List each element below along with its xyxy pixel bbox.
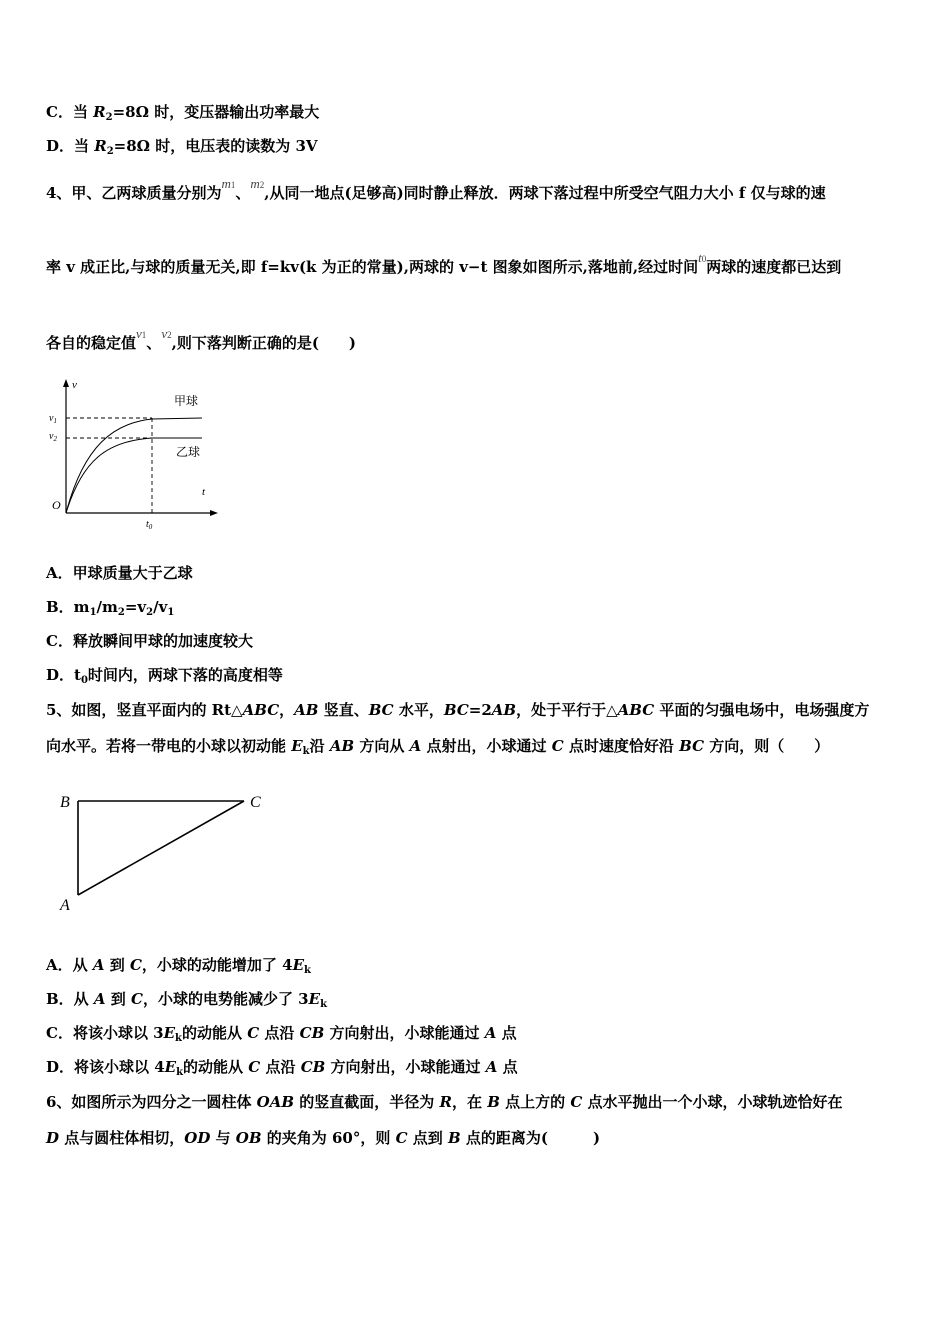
q3-option-c: C．当 $R_2=8\Omega$ 时，变压器输出功率最大 <box>46 103 320 123</box>
vertex-c-label: C <box>250 794 261 811</box>
q5-stem-line2: 向水平。若将一带电的小球以初动能 $E_k$沿 AB 方向从 A 点射出，小球通过 C 点时速度恰好沿 BC 方向，则（ ） <box>46 737 830 757</box>
q4-stem-line2: 率 v 成正比,与球的质量无关,即 f=kv(k 为正的常量),两球的 v−t 图象如图所示,落地前,经过时间t0两球的速度都已达到 <box>46 250 842 276</box>
y-axis-label: v <box>72 379 77 391</box>
y-axis-arrow <box>63 379 69 387</box>
v1-label: $v_1$ <box>49 413 57 425</box>
vertex-a-label: A <box>60 897 70 914</box>
curve-yi-label: 乙球 <box>176 445 201 459</box>
q5-option-b: B．从 A 到 C，小球的电势能减少了 $3E_k$ <box>46 990 327 1010</box>
q5-triangle-figure <box>52 785 277 920</box>
q6-stem-line1: 6、如图所示为四分之一圆柱体 OAB 的竖直截面，半径为 R，在 B 点上方的 C 点水平抛出一个小球，小球轨迹恰好在 <box>46 1093 843 1111</box>
q5-option-a: A．从 A 到 C，小球的动能增加了 $4E_k$ <box>46 956 311 976</box>
q3-option-d: D．当 $R_2=8\Omega$ 时，电压表的读数为 3V <box>46 137 318 157</box>
q4-option-a: A．甲球质量大于乙球 <box>46 564 193 582</box>
origin-label: O <box>52 498 61 512</box>
q4-option-c: C．释放瞬间甲球的加速度较大 <box>46 632 253 650</box>
q5-option-d: D．将该小球以 $4E_k$的动能从 C 点沿 CB 方向射出，小球能通过 A 点 <box>46 1058 518 1078</box>
q4-vt-graph <box>44 375 224 535</box>
q6-stem-line2: D 点与圆柱体相切，OD 与 OB 的夹角为 60°，则 C 点到 B 点的距离为( ) <box>46 1129 601 1147</box>
q4-option-b: B．$m_1/m_2=v_2/v_1$ <box>46 598 175 618</box>
curve-jia-label: 甲球 <box>174 394 199 408</box>
side-ac <box>78 801 244 895</box>
vertex-b-label: B <box>60 794 70 811</box>
q5-stem-line1: 5、如图，竖直平面内的 Rt△ABC，AB 竖直、BC 水平，BC=2AB，处于平行于△ABC 平面的匀强电场中，电场强度方 <box>46 701 870 719</box>
t0-label: $t_0$ <box>146 519 153 531</box>
q4-stem-line1: 4、甲、乙两球质量分别为m1、m2,从同一地点(足够高)同时静止释放．两球下落过程中所受空气阻力大小 f 仅与球的速 <box>46 176 826 202</box>
x-axis-arrow <box>210 510 218 516</box>
q5-option-c: C．将该小球以 $3E_k$的动能从 C 点沿 CB 方向射出，小球能通过 A 点 <box>46 1024 517 1044</box>
v2-label: $v_2$ <box>49 431 57 443</box>
q4-stem-line3: 各自的稳定值v1、v2,则下落判断正确的是( ) <box>46 326 357 352</box>
curve-jia <box>66 418 202 513</box>
x-axis-label: t <box>202 486 206 498</box>
q4-option-d: D．$t_0$时间内，两球下落的高度相等 <box>46 666 283 686</box>
